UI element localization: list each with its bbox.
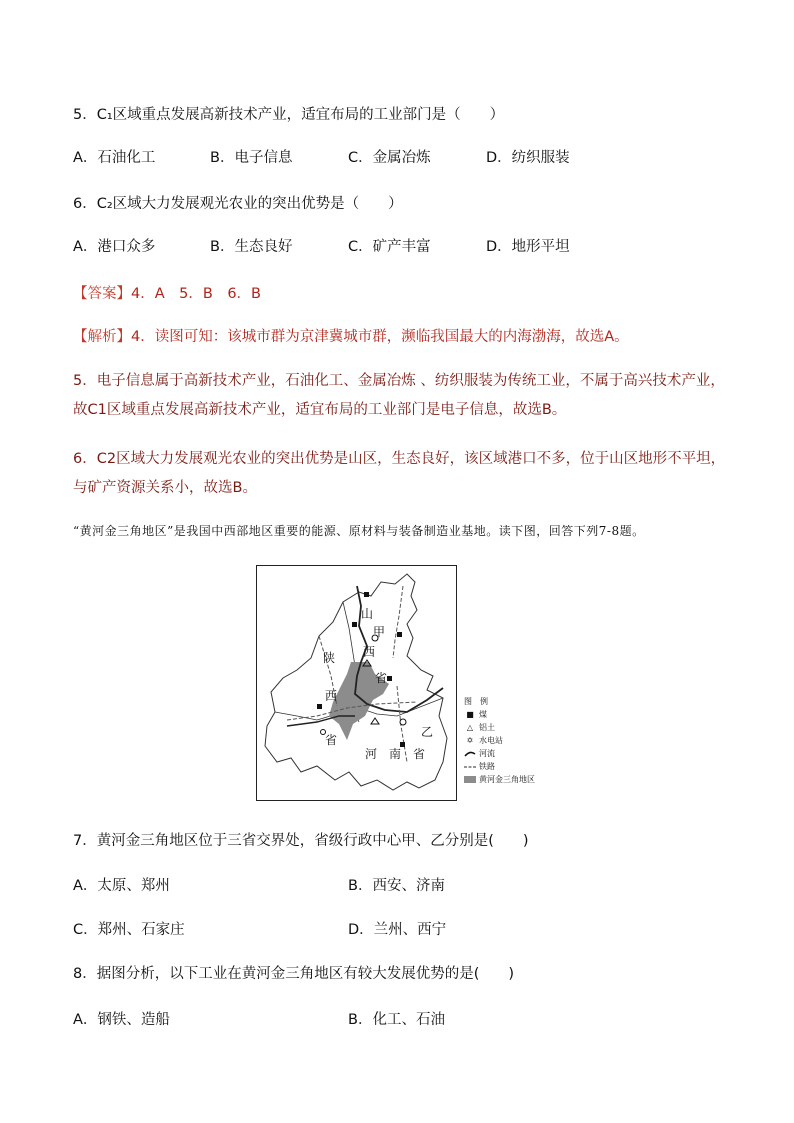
- question-6-stem: 6．C₂区域大力发展观光农业的突出优势是（ ）: [73, 196, 403, 212]
- region-swatch-icon: [464, 776, 476, 783]
- answer-line: [73, 282, 261, 303]
- question-7-option-c: C．郑州、石家庄: [73, 922, 185, 938]
- analysis-text-6: 6．C2区域大力发展观光农业的突出优势是山区，生态良好，该区域港口不多，位于山区地形不平坦，与矿产资源关系小，故选B。: [73, 451, 726, 496]
- question-7-option-a: A．太原、郑州: [73, 878, 170, 894]
- question-5-option-c: C．金属冶炼: [348, 150, 431, 166]
- answer-text: 4．A 5．B 6．B: [131, 286, 261, 302]
- analysis-text-5: 5．电子信息属于高新技术产业，石油化工、金属冶炼 、纺织服装为传统工业，不属于高兴技术产业，故C1区域重点发展高新技术产业，适宜布局的工业部门是电子信息，故选B。: [73, 373, 725, 418]
- answer-label: 【答案】: [73, 286, 131, 302]
- map-label-sheng-2: 省: [325, 733, 338, 747]
- question-5-option-b: B．电子信息: [210, 150, 293, 166]
- river-icon: [464, 750, 476, 758]
- question-7-stem: 7．黄河金三角地区位于三省交界处，省级行政中心甲、乙分别是( ): [73, 833, 529, 849]
- analysis-text-4: 4．读图可知：该城市群为京津冀城市群，濒临我国最大的内海渤海，故选A。: [131, 329, 629, 345]
- question-6-option-b: B．生态良好: [210, 239, 293, 255]
- question-5-option-a: A．石油化工: [73, 150, 156, 166]
- question-8-stem: 8．据图分析，以下工业在黄河金三角地区有较大发展优势的是( ): [73, 966, 515, 982]
- question-8-option-a: A．钢铁、造船: [73, 1012, 170, 1028]
- map-legend: [464, 695, 535, 786]
- question-7-option-d: D．兰州、西宁: [348, 922, 447, 938]
- legend-title: 图 例: [464, 697, 488, 706]
- yellow-river-golden-triangle-map: [256, 565, 457, 801]
- map-label-sheng-3: 省: [413, 747, 426, 761]
- hydropower-icon: ✡: [466, 736, 474, 745]
- map-label-he: 河: [365, 747, 378, 761]
- legend-river: 河流: [464, 747, 535, 760]
- map-label-shaan: 陕: [323, 651, 336, 665]
- map-label-xi-2: 西: [325, 689, 338, 703]
- map-label-shan: 山: [361, 607, 374, 621]
- question-8-option-b: B．化工、石油: [348, 1012, 445, 1028]
- legend-railway: 铁路: [464, 760, 535, 773]
- question-7-option-b: B．西安、济南: [348, 878, 445, 894]
- map-label-jia: 甲: [373, 625, 386, 639]
- analysis-line-4: [73, 325, 629, 346]
- bauxite-triangle-icon: △: [466, 723, 474, 732]
- map-label-yi: 乙: [421, 725, 434, 739]
- map-label-nan: 南: [389, 747, 402, 761]
- question-6-option-c: C．矿产丰富: [348, 239, 431, 255]
- question-5-option-d: D．纺织服装: [486, 150, 570, 166]
- map-label-xi-1: 西: [363, 645, 376, 659]
- legend-bauxite: △ 铝土: [464, 721, 535, 734]
- map-label-sheng-1: 省: [375, 671, 388, 685]
- legend-golden-triangle: 黄河金三角地区: [464, 773, 535, 786]
- section-intro: “黄河金三角地区”是我国中西部地区重要的能源、原材料与装备制造业基地。读下图，回答下列7-8题。: [73, 524, 645, 538]
- legend-coal: ■ 煤: [464, 708, 535, 721]
- railway-icon: [464, 764, 476, 770]
- question-6-option-a: A．港口众多: [73, 239, 156, 255]
- analysis-label: 【解析】: [73, 329, 131, 345]
- legend-hydropower: ✡ 水电站: [464, 734, 535, 747]
- question-5-stem: 5．C₁区域重点发展高新技术产业，适宜布局的工业部门是（ ）: [73, 107, 505, 123]
- question-6-option-d: D．地形平坦: [486, 239, 570, 255]
- coal-icon: ■: [466, 710, 474, 719]
- map-graphic: [257, 566, 457, 801]
